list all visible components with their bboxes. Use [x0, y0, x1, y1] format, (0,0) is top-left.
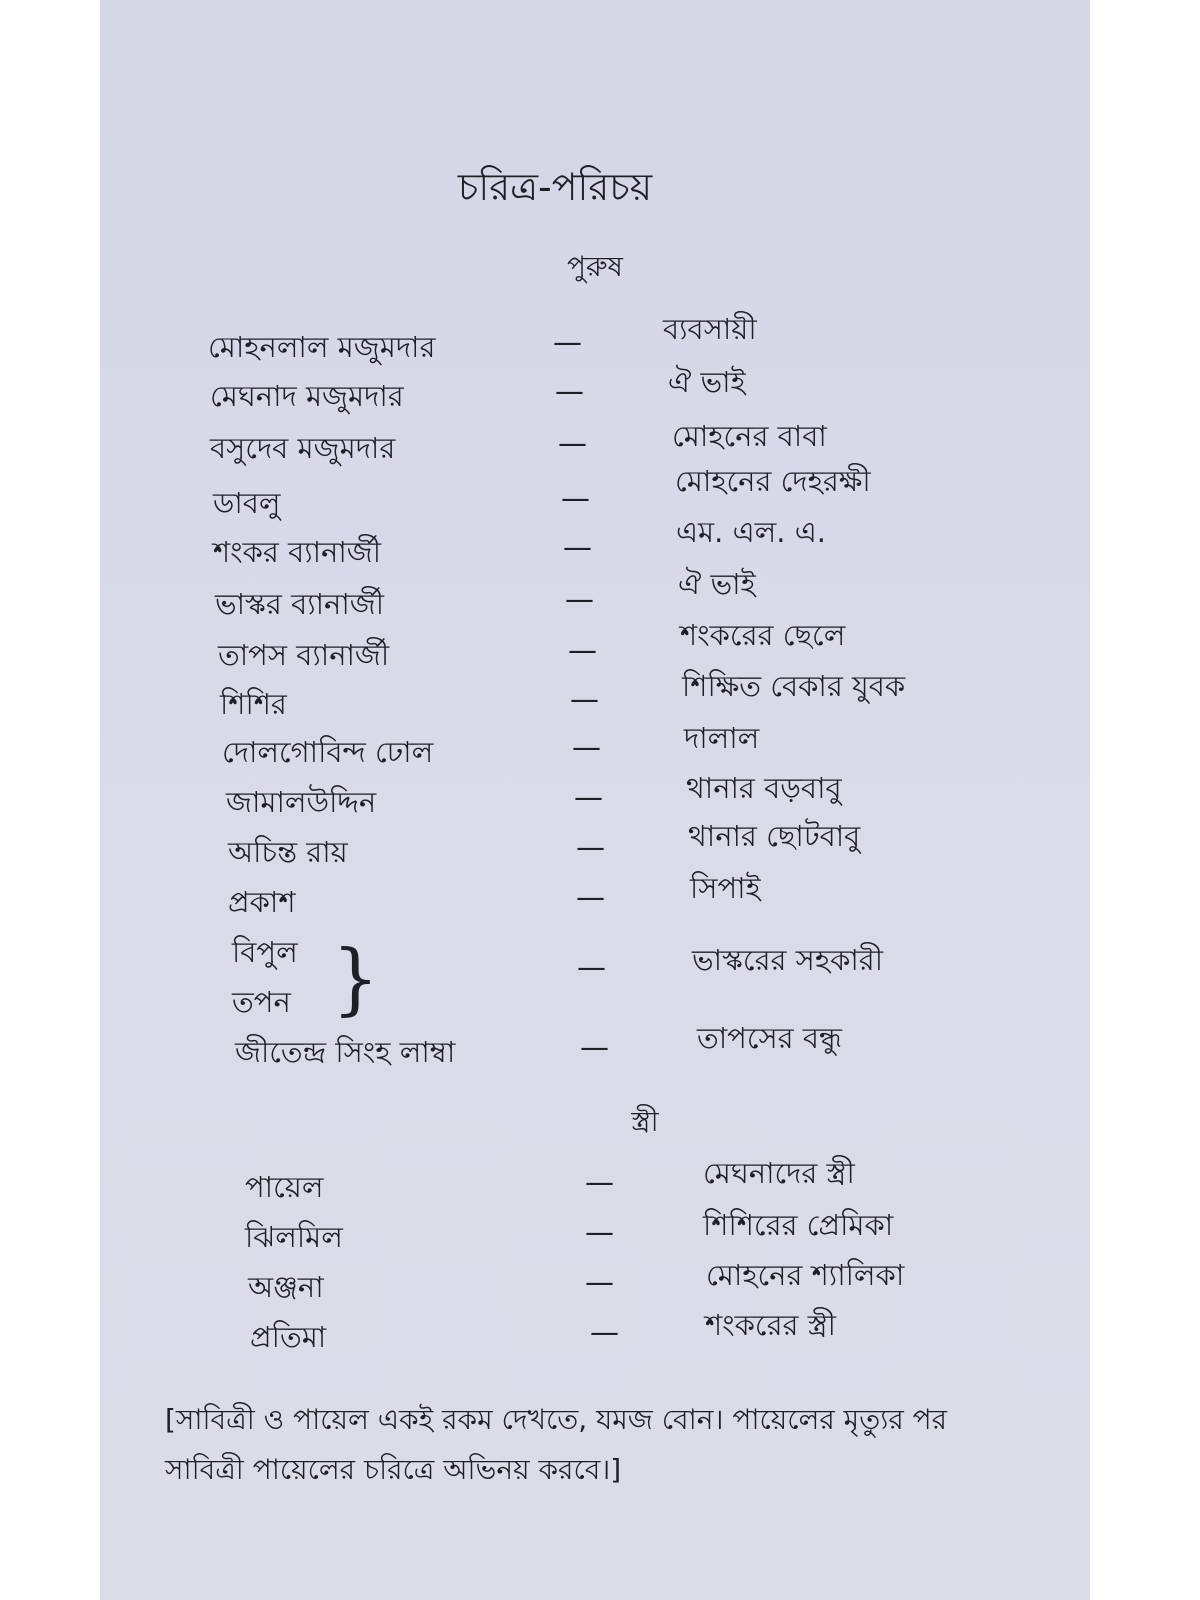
section-heading-women: স্ত্রী	[631, 1105, 659, 1138]
page-title: চরিত্র-পরিচয়	[457, 165, 653, 209]
character-name: দোলগোবিন্দ ঢোল	[222, 735, 434, 769]
character-name: ঝিলমিল	[245, 1220, 343, 1254]
character-role: মোহনের শ্যালিকা	[706, 1258, 905, 1292]
dash-separator: —	[577, 950, 606, 984]
character-role: শিশিরের প্রেমিকা	[703, 1208, 894, 1242]
character-name: শিশির	[220, 687, 287, 721]
character-role: ঐ ভাই	[668, 365, 746, 399]
character-name: তাপস ব্যানার্জী	[218, 638, 390, 672]
dash-separator: —	[585, 1215, 614, 1249]
dash-separator: —	[590, 1315, 619, 1349]
dash-separator: —	[555, 374, 584, 408]
character-role: সিপাই	[690, 871, 761, 905]
dash-separator: —	[570, 682, 599, 716]
character-role: মোহনের দেহরক্ষী	[675, 464, 871, 498]
book-page	[100, 0, 1090, 1600]
character-name: জীতেন্দ্র সিংহ লাম্বা	[235, 1035, 456, 1069]
character-name: ডাবলু	[213, 486, 281, 520]
dash-separator: —	[572, 730, 601, 764]
dash-separator: —	[553, 325, 582, 359]
character-role: মেঘনাদের স্ত্রী	[703, 1156, 855, 1190]
character-name: বিপুল	[232, 935, 298, 969]
character-name: শংকর ব্যানার্জী	[213, 535, 382, 569]
character-name: প্রতিমা	[250, 1320, 327, 1354]
dash-separator: —	[576, 880, 605, 914]
grouping-brace: }	[332, 933, 380, 1025]
dash-separator: —	[585, 1165, 614, 1199]
character-role: থানার ছোটবাবু	[688, 819, 861, 853]
dash-separator: —	[580, 1030, 609, 1064]
section-heading-men: পুরুষ	[567, 250, 623, 283]
dash-separator: —	[576, 830, 605, 864]
character-name: মেঘনাদ মজুমদার	[210, 379, 404, 413]
character-role: দালাল	[684, 721, 760, 755]
footnote	[165, 1395, 1095, 1495]
character-role: শংকরের স্ত্রী	[705, 1308, 836, 1342]
character-role: এম. এল. এ.	[676, 515, 826, 549]
character-role: শংকরের ছেলে	[680, 618, 846, 652]
dash-separator: —	[565, 582, 594, 616]
dash-separator: —	[561, 481, 590, 515]
character-role: ঐ ভাই	[678, 567, 756, 601]
dash-separator: —	[568, 633, 597, 667]
character-name: বসুদেব মজুমদার	[210, 431, 396, 465]
character-name: তপন	[232, 985, 291, 1019]
character-name: জামালউদ্দিন	[226, 785, 377, 819]
character-name: পায়েল	[245, 1170, 324, 1204]
character-role: তাপসের বন্ধু	[697, 1021, 842, 1055]
character-name: ভাস্কর ব্যানার্জী	[215, 587, 385, 621]
character-name: প্রকাশ	[228, 885, 296, 919]
character-role: ভাস্করের সহকারী	[692, 943, 884, 977]
character-role: শিক্ষিত বেকার যুবক	[682, 669, 906, 703]
dash-separator: —	[574, 780, 603, 814]
character-role: থানার বড়বাবু	[686, 771, 842, 805]
character-name: মোহনলাল মজুমদার	[208, 330, 436, 364]
character-name: অচিন্ত রায়	[228, 835, 348, 869]
character-name: অঞ্জনা	[248, 1270, 324, 1304]
dash-separator: —	[558, 426, 587, 460]
character-role: ব্যবসায়ী	[663, 312, 757, 346]
footnote-line-1: [সাবিত্রী ও পায়েল একই রকম দেখতে, যমজ বোন। পায়েলের মৃত্যুর পর	[165, 1403, 948, 1436]
dash-separator: —	[563, 530, 592, 564]
footnote-line-2: সাবিত্রী পায়েলের চরিত্রে অভিনয় করবে।]	[165, 1453, 622, 1486]
character-role: মোহনের বাবা	[672, 419, 827, 453]
dash-separator: —	[585, 1265, 614, 1299]
